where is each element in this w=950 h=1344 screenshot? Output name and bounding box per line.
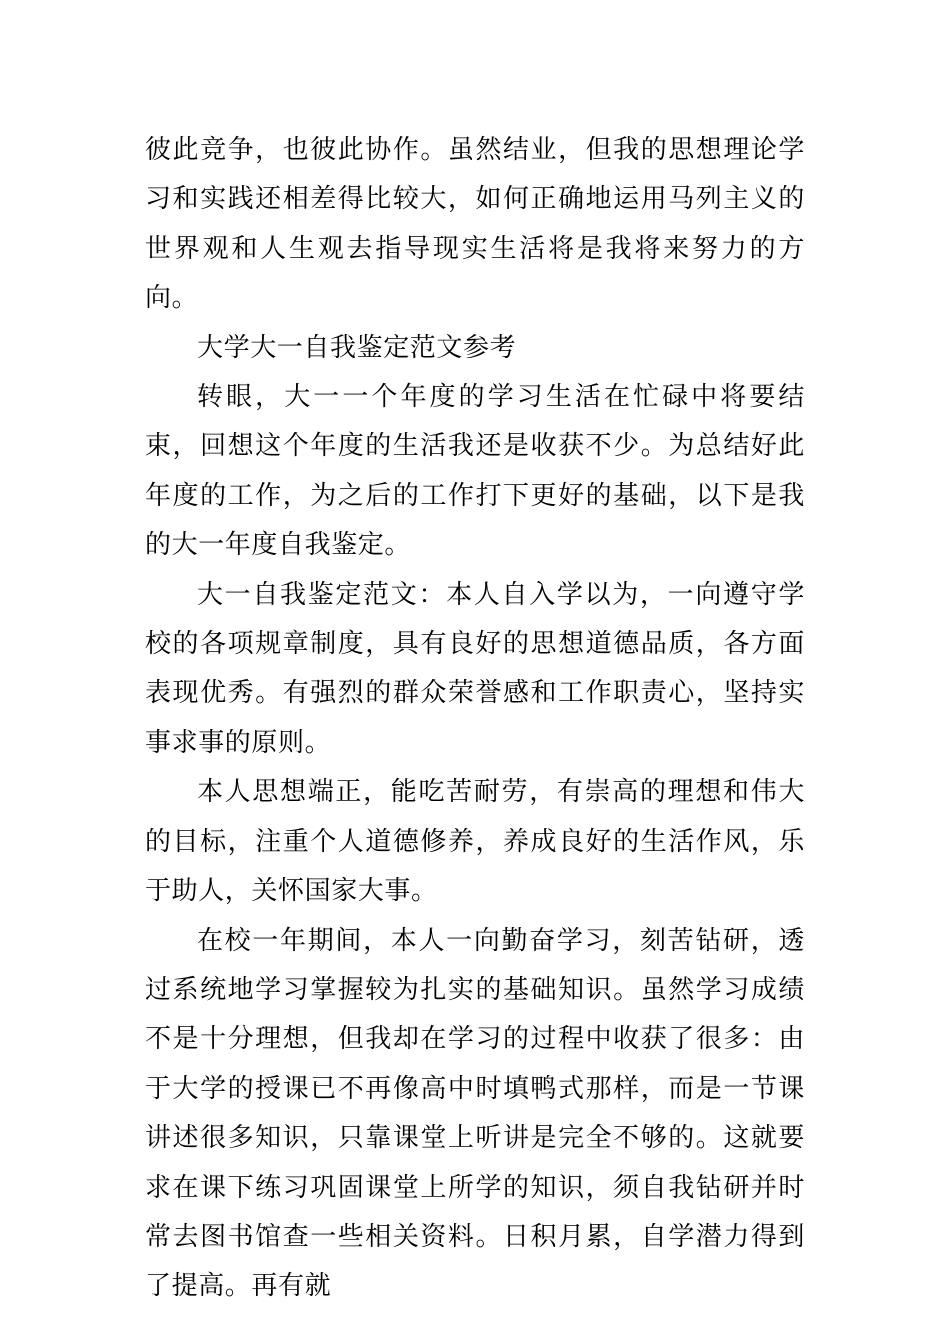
document-body — [145, 126, 805, 1312]
paragraph-3: 大一自我鉴定范文：本人自入学以为，一向遵守学校的各项规章制度，具有良好的思想道德品质，各方面表现优秀。有强烈的群众荣誉感和工作职责心，坚持实事求事的原则。 — [145, 579, 805, 758]
paragraph-5: 在校一年期间，本人一向勤奋学习，刻苦钻研，透过系统地学习掌握较为扎实的基础知识。虽然学习成绩不是十分理想，但我却在学习的过程中收获了很多：由于大学的授课已不再像高中时填鸭式那样，而是一节课讲述很多知识，只靠课堂上听讲是完全不够的。这就要求在课下练习巩固课堂上所学的知识，须自我钻研并时常去图书馆查一些相关资料。日积月累，自学潜力得到了提高。再有就 — [145, 925, 805, 1302]
paragraph-2: 转眼，大一一个年度的学习生活在忙碌中将要结束，回想这个年度的生活我还是收获不少。为总结好此年度的工作，为之后的工作打下更好的基础，以下是我的大一年度自我鉴定。 — [145, 382, 805, 561]
paragraph-4: 本人思想端正，能吃苦耐劳，有崇高的理想和伟大的目标，注重个人道德修养，养成良好的生活作风，乐于助人，关怀国家大事。 — [145, 777, 805, 907]
section-heading: 大学大一自我鉴定范文参考 — [197, 332, 517, 363]
paragraph-1: 彼此竞争，也彼此协作。虽然结业，但我的思想理论学习和实践还相差得比较大，如何正确地运用马列主义的世界观和人生观去指导现实生活将是我将来努力的方向。 — [145, 135, 805, 314]
